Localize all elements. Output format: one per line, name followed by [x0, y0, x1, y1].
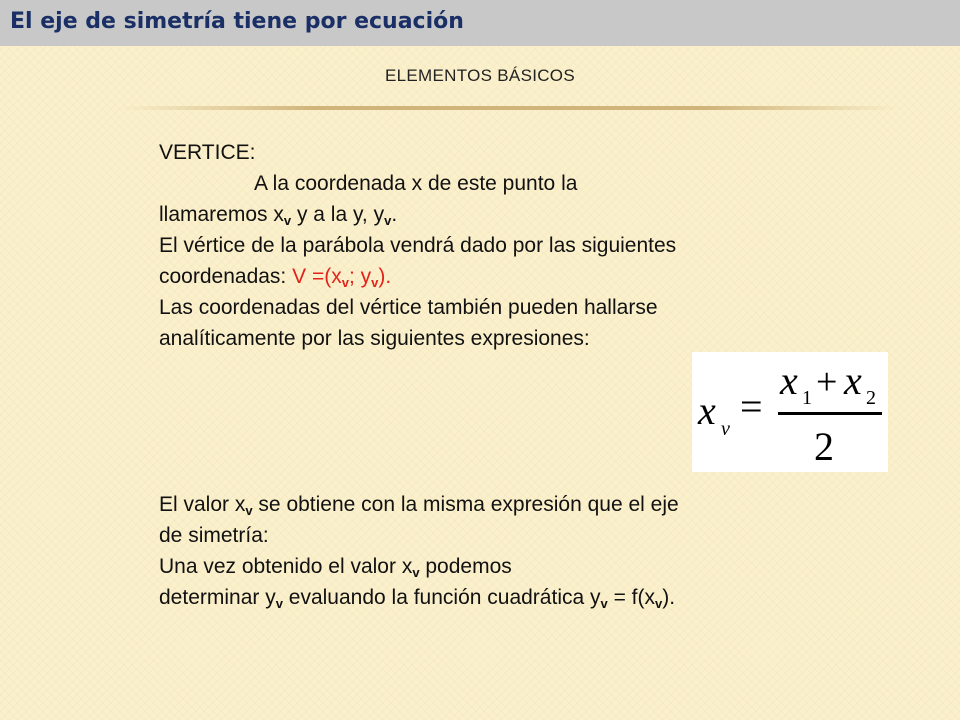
divider-line	[120, 106, 900, 110]
text-line: Una vez obtenido el valor $x_v$ podemos	[159, 555, 512, 580]
text-line: El valor $x_v$ se obtiene con la misma expresión que el eje	[159, 493, 679, 518]
text-line: analíticamente por las siguientes expresiones:	[159, 327, 590, 350]
formula-graphic	[692, 352, 888, 472]
text-line: de simetría:	[159, 524, 269, 547]
vertex-heading: VERTICE:	[159, 141, 256, 164]
vertex-formula-image	[692, 352, 888, 472]
vertex-coordinates: $V =(x_v$; $y_v$).	[292, 265, 392, 290]
formula-plus: +	[816, 361, 838, 403]
formula-x1-sub: 1	[802, 387, 812, 409]
text-line: determinar $y_v$ evaluando la función cuadrática $y_v = f(x_v)$.	[159, 586, 676, 611]
section-label: ELEMENTOS BÁSICOS	[385, 66, 575, 85]
text-line: El vértice de la parábola vendrá dado por las siguientes	[159, 234, 677, 257]
formula-x1: x	[780, 358, 798, 403]
formula-x2: x	[844, 358, 862, 403]
text-line: Las coordenadas del vértice también pueden hallarse	[159, 296, 658, 319]
xv-paragraph	[159, 489, 799, 613]
formula-lhs-sub: v	[721, 418, 730, 440]
formula-x2-sub: 2	[866, 387, 876, 409]
text-line: llamaremos $x_v$ y a la y, $y_v$.	[159, 203, 398, 228]
formula-lhs: x	[698, 388, 716, 433]
formula-equals: =	[740, 384, 763, 429]
text-line: coordenadas: $V =(x_v$; $y_v$).	[159, 265, 392, 290]
slide-title: El eje de simetría tiene por ecuación	[10, 9, 464, 34]
formula-denominator: 2	[814, 424, 834, 469]
title-bar	[0, 0, 960, 46]
text-line: A la coordenada x de este punto la	[254, 172, 578, 195]
fraction-bar	[778, 412, 882, 415]
vertex-paragraph	[159, 137, 799, 354]
